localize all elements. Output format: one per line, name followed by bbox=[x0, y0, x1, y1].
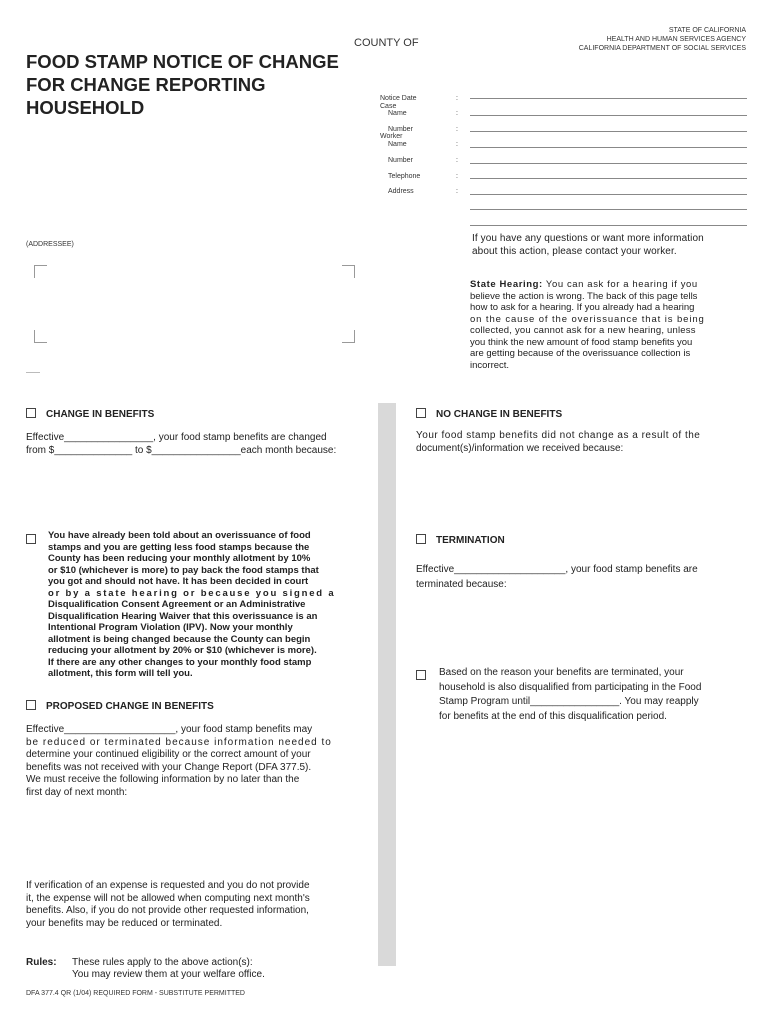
disqualified-line: for benefits at the end of this disqualification period. bbox=[439, 710, 667, 722]
proposed-line: We must receive the following information by no later than the bbox=[26, 774, 300, 785]
title-line-1: FOOD STAMP NOTICE OF CHANGE bbox=[26, 51, 339, 72]
title-line-3: HOUSEHOLD bbox=[26, 97, 145, 118]
disqualified-text bbox=[439, 666, 751, 724]
proposed-text bbox=[26, 724, 356, 799]
overissuance-line: Disqualification Hearing Waiver that this overissuance is an bbox=[48, 610, 318, 622]
checkbox[interactable] bbox=[26, 700, 36, 710]
overissuance-line: Disqualification Consent Agreement or an Administrative bbox=[48, 599, 306, 610]
agency-line-3: CALIFORNIA DEPARTMENT OF SOCIAL SERVICES bbox=[578, 45, 746, 52]
worker-label: Worker bbox=[380, 133, 403, 140]
no-change-heading: NO CHANGE IN BENEFITS bbox=[436, 409, 563, 420]
fold-mark bbox=[26, 372, 40, 373]
agency-header bbox=[579, 26, 746, 53]
overissuance-line: or by a state hearing or because you signed a bbox=[48, 587, 336, 599]
proposed-line: benefits was not received with your Change Report (DFA 377.5). bbox=[26, 761, 312, 773]
state-hearing-line: are getting because of the overissuance collection is bbox=[470, 348, 691, 359]
checkbox[interactable] bbox=[26, 408, 36, 418]
overissuance-text bbox=[48, 530, 352, 680]
colon: : bbox=[456, 173, 458, 180]
address-window-corner bbox=[34, 330, 47, 343]
address-window-corner bbox=[342, 265, 355, 278]
no-change-line-1: Your food stamp benefits did not change as a result of the bbox=[416, 430, 701, 441]
rules-line-1: These rules apply to the above action(s): bbox=[72, 957, 253, 968]
state-hearing-line: how to ask for a hearing. If you already had a hearing bbox=[470, 302, 695, 313]
disqualified-line: household is also disqualified from participating in the Food bbox=[439, 681, 702, 693]
verification-line: it, the expense will not be allowed when computing next month's bbox=[26, 892, 310, 904]
notice-date-field[interactable] bbox=[470, 98, 747, 99]
verification-line: your benefits may be reduced or terminated. bbox=[26, 917, 223, 929]
overissuance-line: stamps and you are getting less food stamps because the bbox=[48, 541, 310, 553]
address-window-corner bbox=[34, 265, 47, 278]
state-hearing-line: collected, you cannot ask for a new hearing, unless bbox=[470, 325, 696, 336]
address-field-line-3[interactable] bbox=[470, 225, 747, 226]
disqualified-checkbox[interactable] bbox=[416, 666, 436, 684]
address-window-corner bbox=[342, 330, 355, 343]
termination-line-2: terminated because: bbox=[416, 579, 507, 590]
termination-option[interactable] bbox=[416, 530, 505, 548]
questions-line-2: about this action, please contact your worker. bbox=[472, 245, 677, 257]
telephone-label: Telephone bbox=[388, 173, 421, 180]
worker-number-field[interactable] bbox=[470, 163, 747, 164]
state-hearing-line: you think the new amount of food stamp benefits you bbox=[470, 336, 693, 348]
termination-line-1: Effective____________________, your food stamp benefits are bbox=[416, 564, 698, 575]
address-field-line-1[interactable] bbox=[470, 194, 747, 195]
overissuance-line: reducing your allotment by 20% or $10 (whichever is more). bbox=[48, 645, 317, 656]
case-name-label: Name bbox=[388, 110, 407, 117]
state-hearing-label: State Hearing: bbox=[470, 279, 543, 290]
overissuance-line: or $10 (whichever is more) to pay back the food stamps that bbox=[48, 564, 319, 576]
colon: : bbox=[456, 188, 458, 195]
questions-line-1: If you have any questions or want more information bbox=[472, 233, 704, 244]
address-field-line-2[interactable] bbox=[470, 209, 747, 210]
colon: : bbox=[456, 95, 458, 102]
address-label: Address bbox=[388, 188, 414, 195]
questions-text bbox=[472, 233, 752, 258]
overissuance-checkbox[interactable] bbox=[26, 530, 46, 548]
termination-text bbox=[416, 562, 750, 592]
county-label: COUNTY OF bbox=[354, 37, 419, 49]
colon: : bbox=[456, 126, 458, 133]
rules-line-2: You may review them at your welfare office. bbox=[72, 969, 265, 980]
telephone-field[interactable] bbox=[470, 178, 747, 179]
verification-line: If verification of an expense is requested and you do not provide bbox=[26, 880, 310, 891]
checkbox[interactable] bbox=[26, 534, 36, 544]
colon: : bbox=[456, 157, 458, 164]
verification-line: benefits. Also, if you do not provide other requested information, bbox=[26, 905, 309, 916]
addressee-label: (ADDRESSEE) bbox=[26, 241, 74, 248]
proposed-line: be reduced or terminated because information needed to bbox=[26, 736, 332, 748]
state-hearing-text: You can ask for a hearing if you bbox=[542, 279, 698, 290]
proposed-change-option[interactable] bbox=[26, 696, 214, 714]
agency-line-2: HEALTH AND HUMAN SERVICES AGENCY bbox=[606, 36, 746, 43]
case-name-field[interactable] bbox=[470, 115, 747, 116]
change-line-2: from $______________ to $________________each month because: bbox=[26, 444, 337, 456]
no-change-text bbox=[416, 430, 750, 455]
change-line-1: Effective________________, your food stamp benefits are changed bbox=[26, 432, 327, 443]
form-footer: DFA 377.4 QR (1/04) REQUIRED FORM - SUBSTITUTE PERMITTED bbox=[26, 990, 245, 997]
title-line-2: FOR CHANGE REPORTING bbox=[26, 74, 266, 95]
proposed-heading: PROPOSED CHANGE IN BENEFITS bbox=[46, 701, 214, 712]
rules-section bbox=[26, 957, 265, 981]
change-in-benefits-option[interactable] bbox=[26, 404, 154, 422]
state-hearing-line: incorrect. bbox=[470, 359, 510, 371]
no-change-line-2: document(s)/information we received because: bbox=[416, 442, 624, 454]
state-hearing-line: on the cause of the overissuance that is being bbox=[470, 313, 705, 325]
case-label: Case bbox=[380, 103, 397, 110]
disqualified-line: Stamp Program until________________. You may reapply bbox=[439, 696, 699, 707]
worker-name-field[interactable] bbox=[470, 147, 747, 148]
worker-name-label: Name bbox=[388, 141, 407, 148]
overissuance-line: County has been reducing your monthly allotment by 10% bbox=[48, 553, 311, 564]
agency-line-1: STATE OF CALIFORNIA bbox=[668, 27, 746, 34]
overissuance-line: allotment, this form will tell you. bbox=[48, 668, 193, 679]
state-hearing-section bbox=[470, 279, 748, 371]
change-text bbox=[26, 432, 356, 457]
checkbox[interactable] bbox=[416, 670, 426, 680]
proposed-line: Effective____________________, your food stamp benefits may bbox=[26, 724, 313, 735]
overissuance-line: you got and should not have. It has been decided in court bbox=[48, 576, 309, 587]
termination-heading: TERMINATION bbox=[436, 535, 505, 546]
case-number-field[interactable] bbox=[470, 131, 747, 132]
colon: : bbox=[456, 110, 458, 117]
state-hearing-line: believe the action is wrong. The back of this page tells bbox=[470, 290, 698, 302]
rules-label: Rules: bbox=[26, 957, 57, 968]
worker-number-label: Number bbox=[388, 157, 413, 164]
overissuance-line: You have already been told about an overissuance of food bbox=[48, 530, 311, 541]
page-title bbox=[26, 50, 366, 119]
overissuance-line: Intentional Program Violation (IPV). Now your monthly bbox=[48, 622, 293, 633]
column-divider bbox=[378, 403, 396, 966]
overissuance-line: allotment is being changed because the County can begin bbox=[48, 633, 311, 645]
proposed-line: determine your continued eligibility or the correct amount of your bbox=[26, 749, 311, 760]
proposed-line: first day of next month: bbox=[26, 786, 128, 798]
no-change-option[interactable] bbox=[416, 404, 562, 422]
checkbox[interactable] bbox=[416, 534, 426, 544]
checkbox[interactable] bbox=[416, 408, 426, 418]
overissuance-line: If there are any other changes to your monthly food stamp bbox=[48, 656, 312, 668]
verification-text bbox=[26, 880, 356, 930]
change-heading: CHANGE IN BENEFITS bbox=[46, 409, 155, 420]
case-number-label: Number bbox=[388, 126, 413, 133]
notice-date-label: Notice Date bbox=[380, 95, 417, 102]
colon: : bbox=[456, 141, 458, 148]
disqualified-line: Based on the reason your benefits are terminated, your bbox=[439, 667, 684, 678]
